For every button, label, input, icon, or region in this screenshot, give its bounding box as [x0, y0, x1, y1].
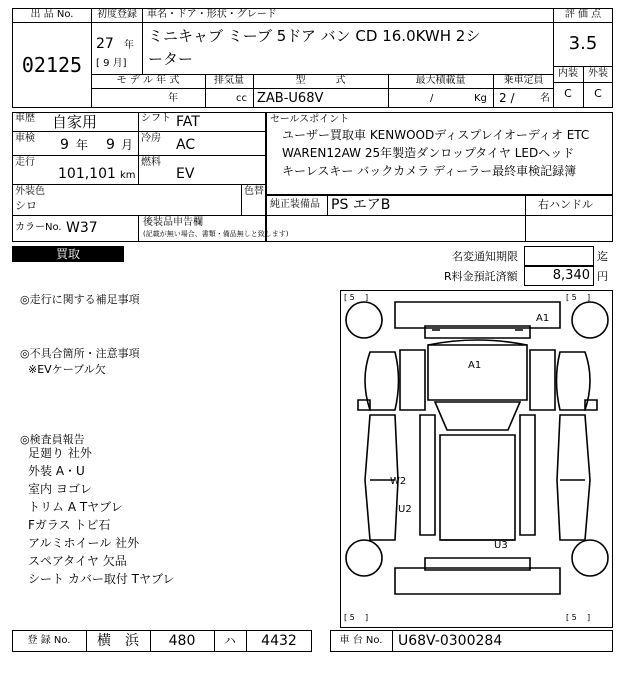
- report-line: スペアタイヤ 欠品: [28, 554, 127, 568]
- sales-points-label: セールスポイント: [270, 114, 350, 125]
- driving-notes-title: ◎走行に関する補足事項: [20, 293, 140, 306]
- fuel-label: 燃料: [141, 157, 161, 168]
- reg-area: 横 浜: [97, 633, 139, 649]
- mileage-label: 走行: [15, 157, 35, 168]
- history-value: 自家用: [52, 113, 98, 131]
- corner-label-tl: [ 5 ]: [344, 293, 369, 302]
- sales-points-line1: ユーザー買取車 KENWOODディスプレイオーディオ ETC: [282, 128, 590, 142]
- first-reg-year: 27: [96, 36, 114, 52]
- report-line: Fガラス トビ石: [28, 518, 111, 532]
- color-no-value: W37: [66, 220, 98, 236]
- damage-mark: A1: [468, 360, 482, 371]
- fuel-value: EV: [176, 166, 195, 182]
- equipment-label: 純正装備品: [270, 199, 320, 210]
- color-no-label: カラーNo.: [15, 222, 62, 233]
- sales-points-line2: WAREN12AW 25年製造ダンロップタイヤ LEDヘッド: [282, 146, 575, 160]
- type-label: 型 式: [295, 75, 346, 86]
- first-reg-label: 初度登録: [97, 9, 137, 20]
- reg-kana: ハ: [223, 634, 236, 648]
- chassis-no-label: 車 台 No.: [339, 635, 383, 646]
- displacement-label: 排気量: [214, 75, 244, 86]
- report-line: シート カバー取付 Tヤブレ: [28, 572, 175, 586]
- defects-title: ◎不具合箇所・注意事項: [20, 347, 140, 360]
- first-reg-month: [ 9 月]: [96, 58, 127, 69]
- score-label: 評 価 点: [564, 9, 602, 20]
- model-year-unit: 年: [168, 93, 178, 104]
- purchase-badge: 買取: [12, 246, 124, 262]
- capacity-value: 2 /: [499, 91, 515, 105]
- ac-value: AC: [176, 137, 196, 153]
- reg-no-label: 登 録 No.: [27, 635, 71, 646]
- lot-no-label: 出 品 No.: [30, 9, 74, 20]
- capacity-label: 乗車定員: [503, 75, 544, 86]
- corner-label-br: [ 5 ]: [566, 613, 591, 622]
- inspector-title: ◎検査員報告: [20, 433, 85, 446]
- capacity-unit: 名: [540, 93, 550, 104]
- after-report-note: (記載が無い場合、書類・備品無しと致します): [143, 230, 289, 238]
- shift-label: シフト: [141, 113, 171, 124]
- name-change-unit: 迄: [597, 250, 608, 263]
- inspection-month: 9: [106, 137, 115, 153]
- inspection-year: 9: [60, 137, 69, 153]
- report-line: 外装 A・U: [28, 464, 85, 478]
- recycle-label: R料金預託済額: [444, 270, 518, 283]
- ext-color-label: 外装色: [15, 186, 45, 197]
- lot-no-value: 02125: [21, 53, 83, 77]
- max-load-unit: Kg: [474, 93, 487, 104]
- max-load-sep: /: [430, 93, 434, 104]
- reg-number: 4432: [261, 633, 297, 649]
- name-change-label: 名変通知期限: [452, 250, 518, 263]
- mileage-value: 101,101: [58, 166, 116, 182]
- defects-item: ※EVケーブル欠: [28, 363, 106, 376]
- interior-label: 内装: [558, 68, 578, 79]
- inspection-year-unit: 年: [76, 138, 89, 152]
- car-name-label: 車名・ドア・形状・グレード: [147, 9, 277, 20]
- report-line: アルミホイール 社外: [28, 536, 140, 550]
- ext-color-value: シロ: [15, 199, 37, 212]
- model-year-label: モ デ ル 年 式: [116, 75, 180, 86]
- shift-value: FAT: [176, 114, 200, 130]
- mileage-unit: km: [120, 170, 136, 181]
- damage-mark: W2: [390, 476, 407, 487]
- handle-value: 右ハンドル: [538, 198, 593, 211]
- inspection-month-unit: 月: [121, 138, 134, 152]
- inspection-label: 車検: [15, 133, 35, 144]
- sales-points-line3: キーレスキー バックカメラ ディーラー最終車検記録簿: [282, 164, 577, 178]
- car-diagram-svg: [340, 290, 613, 628]
- max-load-label: 最大積載量: [415, 75, 466, 86]
- ac-label: 冷房: [141, 133, 161, 144]
- report-line: トリム A Tヤブレ: [28, 500, 123, 514]
- first-reg-year-unit: 年: [124, 40, 134, 51]
- corner-label-tr: [ 5 ]: [566, 293, 591, 302]
- exterior-label: 外装: [588, 68, 608, 79]
- damage-mark: U3: [494, 540, 508, 551]
- car-name-line2: ーター: [148, 50, 194, 68]
- color-change-label: 色替: [244, 186, 264, 197]
- chassis-no-value: U68V-0300284: [398, 633, 503, 649]
- type-value: ZAB-U68V: [257, 91, 324, 106]
- reg-class: 480: [168, 633, 196, 649]
- name-change-box: [524, 246, 594, 266]
- recycle-unit: 円: [597, 270, 608, 283]
- damage-mark: U2: [398, 504, 412, 515]
- interior-grade: C: [564, 87, 572, 100]
- report-line: 室内 ヨゴレ: [28, 482, 92, 496]
- recycle-value: 8,340: [552, 268, 590, 283]
- report-line: 足廻り 社外: [28, 446, 92, 460]
- score-value: 3.5: [568, 33, 598, 54]
- corner-label-bl: [ 5 ]: [344, 613, 369, 622]
- exterior-grade: C: [594, 87, 602, 100]
- after-report-label: 後装品申告欄: [143, 217, 203, 228]
- damage-mark: A1: [536, 313, 550, 324]
- equipment-value: PS エアB: [331, 197, 391, 213]
- history-label: 車歴: [15, 113, 35, 124]
- car-name-line1: ミニキャブ ミーブ 5ドア バン CD 16.0KWH 2シ: [148, 27, 481, 45]
- displacement-unit: cc: [236, 93, 247, 104]
